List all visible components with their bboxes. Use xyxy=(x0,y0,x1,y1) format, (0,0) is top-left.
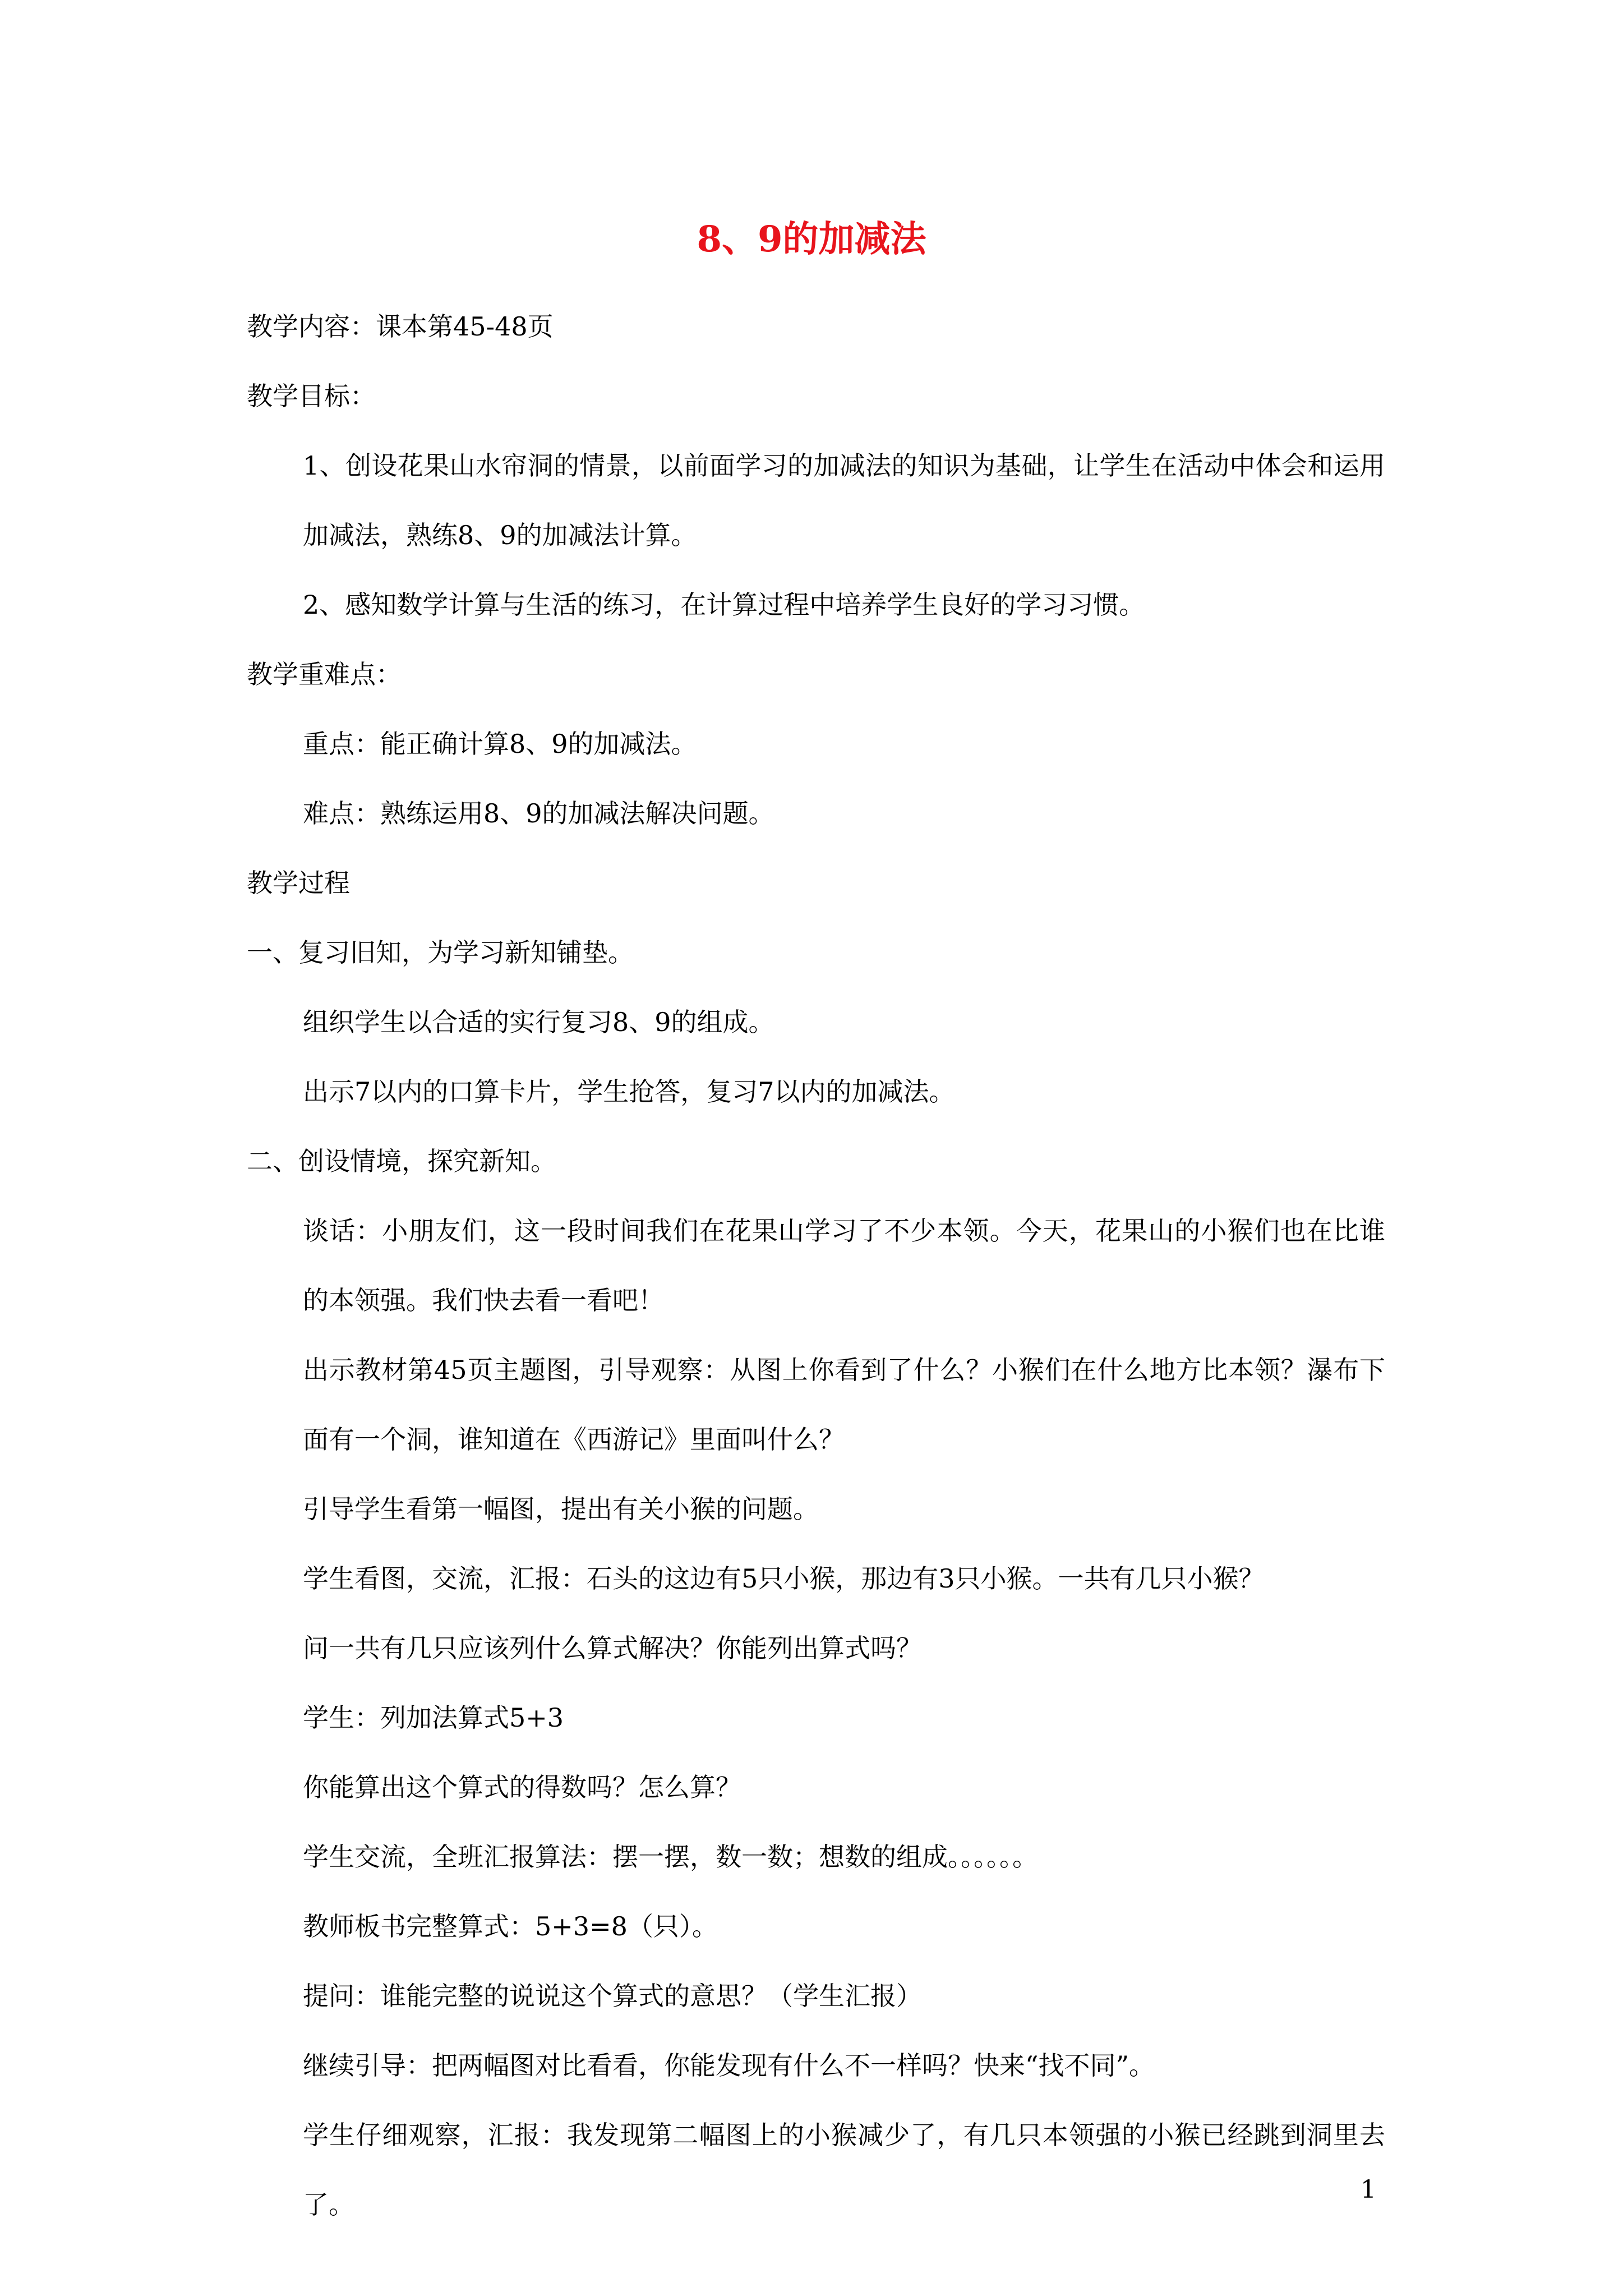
paragraph-oral-cards: 出示7以内的口算卡片，学生抢答，复习7以内的加减法。 xyxy=(303,1076,955,1107)
paragraph-review-composition: 组织学生以合适的实行复习8、9的组成。 xyxy=(303,1007,774,1037)
paragraph-observation-report: 学生仔细观察，汇报：我发现第二幅图上的小猴减少了，有几只本领强的小猴已经跳到洞里去了。 xyxy=(303,2120,1385,2220)
paragraph-find-difference: 继续引导：把两幅图对比看看，你能发现有什么不一样吗？快来“找不同”。 xyxy=(303,2050,1155,2081)
page-number: 1 xyxy=(1361,2175,1376,2204)
section-heading-situation: 二、创设情境，探究新知。 xyxy=(247,1146,556,1176)
paragraph-teaching-process-heading: 教学过程 xyxy=(247,868,350,898)
paragraph-addition-formula: 学生：列加法算式5+3 xyxy=(303,1703,564,1733)
paragraph-compute-question: 你能算出这个算式的得数吗？怎么算？ xyxy=(303,1772,741,1802)
paragraph-key-points-heading: 教学重难点： xyxy=(247,659,402,689)
paragraph-difficult-point: 难点：熟练运用8、9的加减法解决问题。 xyxy=(303,798,774,829)
paragraph-methods: 学生交流，全班汇报算法：摆一摆，数一数；想数的组成。。。。。。 xyxy=(303,1842,1038,1872)
paragraph-teaching-content: 教学内容：课本第45-48页 xyxy=(247,311,554,342)
paragraph-theme-picture: 出示教材第45页主题图，引导观察：从图上你看到了什么？小猴们在什么地方比本领？瀑布下面有一个洞，谁知道在《西游记》里面叫什么？ xyxy=(303,1355,1385,1455)
document-body xyxy=(247,292,1385,2239)
paragraph-first-picture: 引导学生看第一幅图，提出有关小猴的问题。 xyxy=(303,1494,819,1524)
paragraph-student-report: 学生看图，交流，汇报：石头的这边有5只小猴，那边有3只小猴。一共有几只小猴？ xyxy=(303,1563,1265,1594)
section-heading-review: 一、复习旧知，为学习新知铺垫。 xyxy=(247,937,634,968)
paragraph-conversation: 谈话：小朋友们，这一段时间我们在花果山学习了不少本领。今天，花果山的小猴们也在比谁的本领强。我们快去看一看吧！ xyxy=(303,1216,1385,1315)
paragraph-board-writing: 教师板书完整算式：5+3=8（只）。 xyxy=(303,1911,718,1941)
paragraph-goal-1: 1、创设花果山水帘洞的情景，以前面学习的加减法的知识为基础，让学生在活动中体会和运用加减法，熟练8、9的加减法计算。 xyxy=(303,450,1385,550)
paragraph-meaning-question: 提问：谁能完整的说说这个算式的意思？（学生汇报） xyxy=(303,1981,922,2011)
paragraph-key-point: 重点：能正确计算8、9的加减法。 xyxy=(303,729,697,759)
paragraph-goal-2: 2、感知数学计算与生活的练习，在计算过程中培养学生良好的学习习惯。 xyxy=(303,590,1145,620)
paragraph-question-formula: 问一共有几只应该列什么算式解决？你能列出算式吗？ xyxy=(303,1633,922,1663)
document-title: 8、9的加减法 xyxy=(697,218,926,260)
paragraph-teaching-goals-heading: 教学目标： xyxy=(247,381,376,411)
